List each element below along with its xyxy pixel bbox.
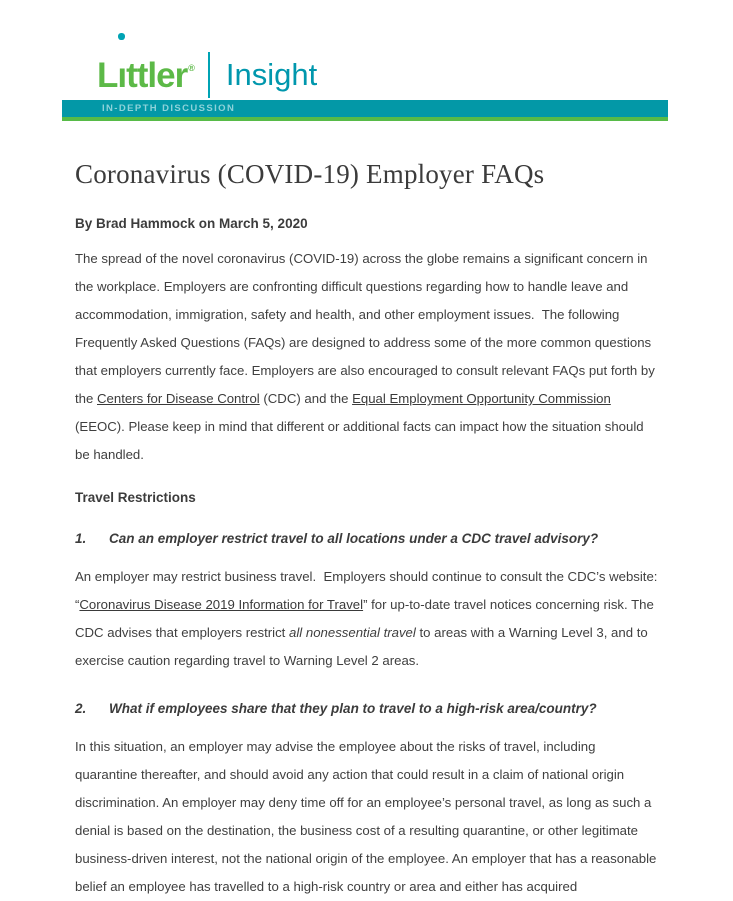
intro-paragraph	[75, 245, 660, 469]
page-title: Coronavirus (COVID-19) Employer FAQs	[75, 159, 545, 189]
inline-link[interactable]: Centers for Disease Control	[97, 391, 260, 406]
question-number: 1.	[75, 531, 87, 546]
insight-label: Insight	[225, 57, 318, 92]
question-number: 2.	[75, 701, 87, 716]
wordmark-i-stem: ı	[117, 55, 127, 95]
inline-link[interactable]: Equal Employment Opportunity Commission	[352, 391, 611, 406]
question-text: Can an employer restrict travel to all locations under a CDC travel advisory?	[109, 531, 599, 546]
text-run: The spread of the novel coronavirus (COVID-19) across the globe remains a significant concern in the workplace. Employers are confronting difficult questions regarding how to handle leave and accommodation, immigration, safety and health, and other employment issues. The following Frequently Asked Questions (FAQs) are designed to address some of the more common questions that employers currently face. Employers are also encouraged to consult relevant FAQs put forth by the	[75, 251, 659, 406]
faq-question-1	[75, 529, 660, 549]
faq-answer-1	[75, 563, 660, 675]
section-heading-travel-restrictions: Travel Restrictions	[75, 490, 196, 505]
wordmark-i	[117, 55, 127, 95]
registered-mark: ®	[188, 62, 195, 73]
text-run: (CDC) and the	[259, 391, 353, 406]
text-run: An employer may restrict business travel. Employers should continue to consult the CDC’s website: “	[75, 569, 662, 612]
wordmark-text-end: ttler	[126, 55, 188, 95]
faq-question-2	[75, 699, 660, 719]
text-run: to areas with a Warning Level 3, and to exercise caution regarding travel to Warning Level 2 areas.	[75, 625, 652, 668]
in-depth-discussion-banner	[62, 100, 668, 121]
question-text: What if employees share that they plan to travel to a high-risk area/country?	[109, 701, 597, 716]
teal-dot-icon	[118, 33, 125, 40]
inline-link[interactable]: Coronavirus Disease 2019 Information for Travel	[79, 597, 364, 612]
text-run: ” for up-to-date travel notices concerning risk. The CDC advises that employers restrict	[75, 597, 658, 640]
text-run: (EEOC). Please keep in mind that different or additional facts can impact how the situation should be handled.	[75, 391, 648, 462]
wordmark-text: L	[97, 55, 118, 95]
littler-wordmark	[97, 55, 195, 95]
article-body	[0, 121, 733, 901]
text-run: In this situation, an employer may advise the employee about the risks of travel, including quarantine thereafter, and should avoid any action that could result in a claim of national origin discrimination. An employer may deny time off for an employee’s personal travel, as long as such a denial is based on the destination, the business cost of a resulting quarantine, or other legitimate business-driven interest, not the national origin of the employee. An employer that has a reasonable belief an employee has travelled to a high-risk country or area and either has acquired	[75, 739, 661, 894]
logo-divider	[208, 52, 210, 98]
document-header	[0, 0, 733, 121]
faq-answer-2	[75, 733, 660, 901]
emphasized-text: all nonessential travel	[289, 625, 416, 640]
littler-insight-logo	[0, 0, 733, 100]
banner-label: IN-DEPTH DISCUSSION	[102, 103, 236, 114]
byline: By Brad Hammock on March 5, 2020	[75, 216, 308, 231]
